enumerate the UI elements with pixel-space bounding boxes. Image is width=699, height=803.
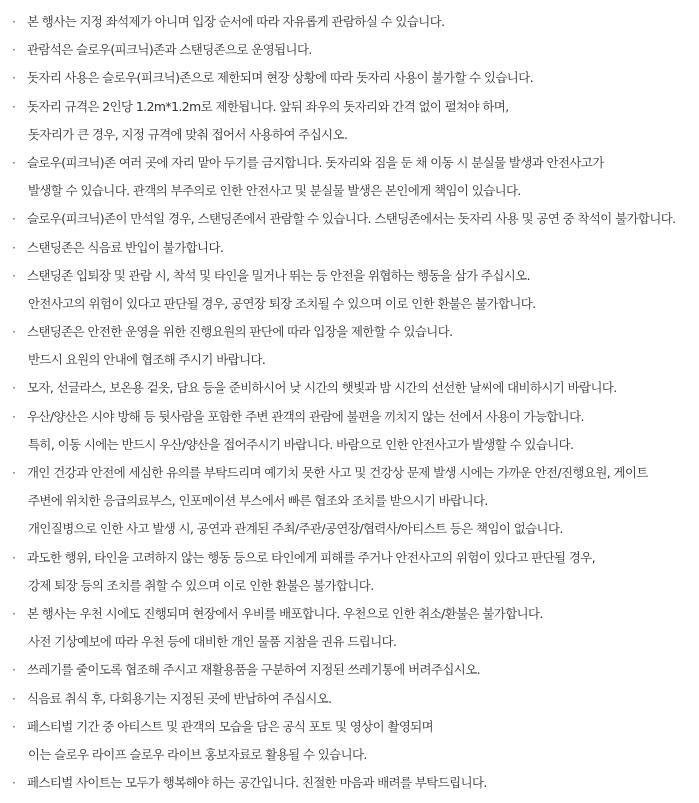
notice-line — [0, 685, 699, 713]
notice-line — [0, 656, 699, 684]
bullet-dot-icon: · — [12, 550, 16, 565]
notice-item — [0, 656, 699, 684]
notice-line — [0, 234, 699, 262]
notice-text: 식음료 취식 후, 다회용기는 지정된 곳에 반납하여 주십시오. — [27, 690, 332, 706]
notice-continuation-text: 돗자리가 큰 경우, 지정 규격에 맞춰 접어서 사용하여 주십시오. — [28, 126, 348, 142]
notice-item — [0, 64, 699, 92]
notice-line — [0, 205, 699, 233]
notice-item — [0, 600, 699, 656]
bullet-dot-icon: · — [12, 606, 16, 621]
notice-continuation-text: 개인질병으로 인한 사고 발생 시, 공연과 관계된 주최/주관/공연장/협력사/아티스트 등은 책임이 없습니다. — [28, 521, 563, 537]
notice-line — [0, 93, 699, 121]
notice-line — [0, 769, 699, 797]
notice-item — [0, 769, 699, 797]
notice-line — [0, 262, 699, 290]
notice-continuation-text: 발생할 수 있습니다. 관객의 부주의로 인한 안전사고 및 분실물 발생은 본인에게 책임이 있습니다. — [28, 183, 521, 199]
bullet-dot-icon: · — [12, 240, 16, 255]
notice-text: 페스티벌 기간 중 아티스트 및 관객의 모습을 담은 공식 포토 및 영상이 촬영되며 — [27, 718, 434, 734]
notice-item — [0, 459, 699, 544]
notice-text: 페스티벌 사이트는 모두가 행복해야 하는 공간입니다. 친절한 마음과 배려를 부탁드립니다. — [27, 775, 487, 791]
notice-continuation-text: 주변에 위치한 응급의료부스, 인포메이션 부스에서 빠른 협조와 조치를 받으시기 바랍니다. — [28, 493, 488, 509]
bullet-dot-icon: · — [12, 99, 16, 114]
notice-line — [0, 149, 699, 177]
notice-line — [0, 403, 699, 431]
notice-item — [0, 403, 699, 459]
notice-item — [0, 374, 699, 402]
notice-text: 슬로우(피크닉)존이 만석일 경우, 스탠딩존에서 관람할 수 있습니다. 스탠딩존에서는 돗자리 사용 및 공연 중 착석이 불가합니다. — [27, 211, 676, 227]
notice-item — [0, 149, 699, 205]
notice-text: 본 행사는 지정 좌석제가 아니며 입장 순서에 따라 자유롭게 관람하실 수 있습니다. — [27, 14, 445, 29]
notice-text: 스탠딩존은 안전한 운영을 위한 진행요원의 판단에 따라 입장을 제한할 수 있습니다. — [27, 324, 453, 340]
notice-item — [0, 685, 699, 713]
notice-text: 과도한 행위, 타인을 고려하지 않는 행동 등으로 타인에게 피해를 주거나 안전사고의 위험이 있다고 판단될 경우, — [27, 549, 596, 565]
bullet-dot-icon: · — [12, 776, 16, 791]
notice-continuation-text: 사전 기상예보에 따라 우천 등에 대비한 개인 물품 지참을 권유 드립니다. — [28, 634, 397, 650]
bullet-dot-icon: · — [12, 15, 16, 29]
notice-item — [0, 318, 699, 374]
bullet-dot-icon: · — [12, 268, 16, 283]
notice-line — [0, 8, 699, 36]
bullet-dot-icon: · — [12, 466, 16, 480]
notice-continuation-text: 강제 퇴장 등의 조치를 취할 수 있으며 이로 인한 환불은 불가합니다. — [28, 577, 374, 593]
notice-line — [0, 544, 699, 572]
notice-text: 슬로우(피크닉)존 여러 곳에 자리 맡아 두기를 금지합니다. 돗자리와 짐을 둔 채 이동 시 분실물 발생과 안전사고가 — [27, 154, 604, 170]
notice-text: 돗자리 사용은 슬로우(피크닉)존으로 제한되며 현장 상황에 따라 돗자리 사용이 불가할 수 있습니다. — [27, 70, 534, 86]
bullet-dot-icon: · — [12, 409, 16, 424]
notice-continuation-text: 반드시 요원의 안내에 협조해 주시기 바랍니다. — [28, 352, 266, 368]
notice-line — [0, 318, 699, 346]
notice-text: 개인 건강과 안전에 세심한 유의를 부탁드리며 예기치 못한 사고 및 건강상 문제 발생 시에는 가까운 안전/진행요원, 게이트 — [27, 465, 648, 480]
bullet-dot-icon: · — [12, 719, 16, 734]
notice-continuation-text: 특히, 이동 시에는 반드시 우산/양산을 접어주시기 바랍니다. 바람으로 인한 안전사고가 발생할 수 있습니다. — [28, 436, 574, 452]
notice-line — [0, 459, 699, 487]
notice-item — [0, 8, 699, 36]
notice-text: 쓰레기를 줄이도록 협조해 주시고 재활용품을 구분하여 지정된 쓰레기통에 버려주십시오. — [27, 662, 481, 678]
bullet-dot-icon: · — [12, 325, 16, 340]
bullet-dot-icon: · — [12, 43, 16, 58]
notice-line — [0, 374, 699, 402]
notice-line — [0, 600, 699, 628]
notice-line — [0, 36, 699, 64]
notice-item — [0, 262, 699, 318]
notice-continuation-text: 안전사고의 위험이 있다고 판단될 경우, 공연장 퇴장 조치될 수 있으며 이로 인한 환불은 불가합니다. — [28, 295, 536, 311]
notice-item — [0, 234, 699, 262]
bullet-dot-icon: · — [12, 155, 16, 170]
notice-item — [0, 36, 699, 64]
notice-item — [0, 93, 699, 149]
notice-text: 관람석은 슬로우(피크닉)존과 스탠딩존으로 운영됩니다. — [27, 42, 312, 58]
bullet-dot-icon: · — [12, 663, 16, 678]
notice-continuation-text: 이는 슬로우 라이프 슬로우 라이브 홍보자료로 활용될 수 있습니다. — [28, 746, 367, 762]
notice-text: 모자, 선글라스, 보온용 겉옷, 담요 등을 준비하시어 낮 시간의 햇빛과 밤 시간의 선선한 날씨에 대비하시기 바랍니다. — [27, 380, 617, 396]
notice-line — [0, 713, 699, 741]
notice-text: 본 행사는 우천 시에도 진행되며 현장에서 우비를 배포합니다. 우천으로 인한 취소/환불은 불가합니다. — [27, 605, 543, 621]
notice-text: 스탠딩존 입퇴장 및 관람 시, 착석 및 타인을 밀거나 뛰는 등 안전을 위협하는 행동을 삼가 주십시오. — [27, 267, 530, 283]
bullet-dot-icon: · — [12, 71, 16, 86]
notice-item — [0, 544, 699, 600]
notice-text: 돗자리 규격은 2인당 1.2m*1.2m로 제한됩니다. 앞뒤 좌우의 돗자리와 간격 없이 펼쳐야 하며, — [27, 98, 509, 114]
bullet-dot-icon: · — [12, 691, 16, 706]
bullet-dot-icon: · — [12, 212, 16, 227]
notice-item — [0, 205, 699, 233]
notice-item — [0, 713, 699, 769]
bullet-dot-icon: · — [12, 381, 16, 396]
notice-text: 우산/양산은 시야 방해 등 뒷사람을 포함한 주변 관객의 관람에 불편을 끼치지 않는 선에서 사용이 가능합니다. — [27, 408, 584, 424]
notice-line — [0, 64, 699, 92]
notice-text: 스탠딩존은 식음료 반입이 불가합니다. — [27, 239, 224, 255]
